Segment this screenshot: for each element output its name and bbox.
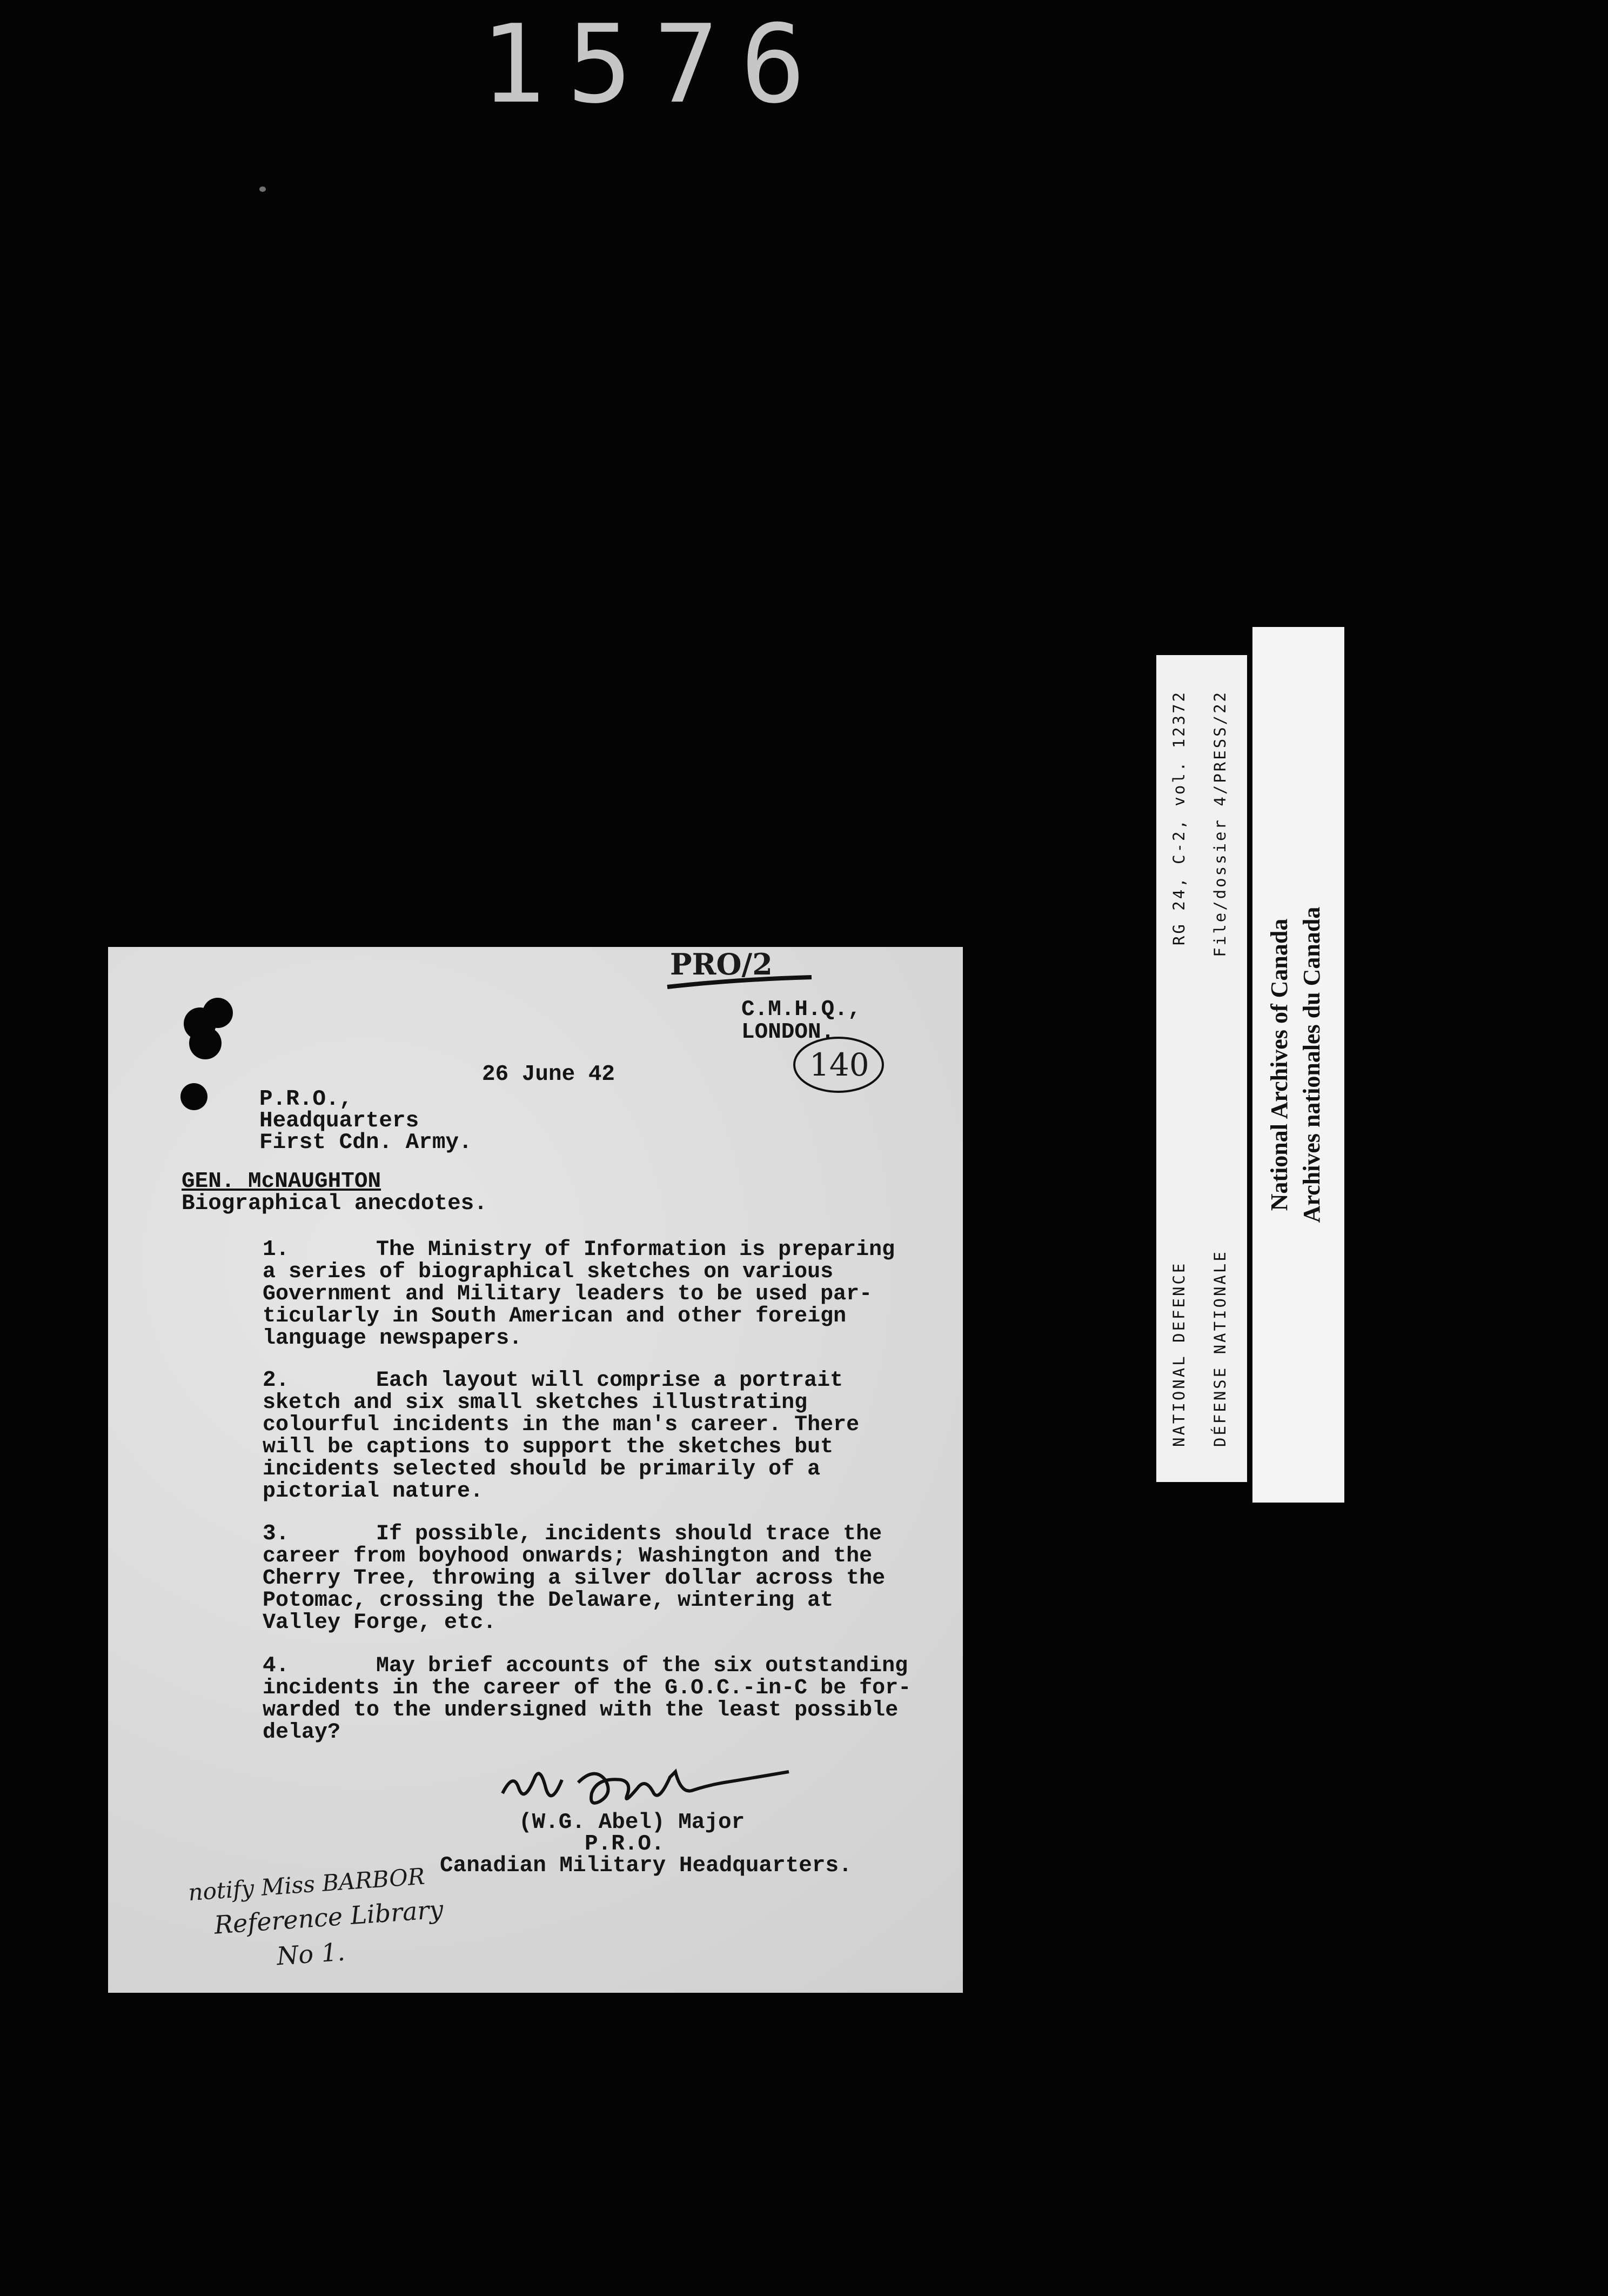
archive-reference-label [1156, 655, 1247, 1482]
archive-institution-label [1252, 627, 1344, 1503]
department-fr: DÉFENSE NATIONALE [1211, 1250, 1229, 1447]
handwritten-note-line1: notify Miss BARBOR [187, 1863, 426, 1906]
paragraph-text: The Ministry of Information is preparing a series of biographical sketches on various Government and Military leaders to be used par- ticularly in South American and other foreign language newspapers. [263, 1238, 895, 1351]
paragraph-text: If possible, incidents should trace the career from boyhood onwards; Washington and the Cherry Tree, throwing a silver dollar across the Potomac, crossing the Delaware, wintering at Valley Forge, etc. [263, 1522, 886, 1635]
archives-name-fr: Archives nationales du Canada [1298, 906, 1325, 1223]
archive-reference-line2: File/dossier 4/PRESS/22 [1211, 690, 1229, 957]
punch-hole [180, 1083, 207, 1110]
signatory-org: Canadian Military Headquarters. [440, 1853, 852, 1878]
handwritten-note-line2: Reference Library [213, 1894, 445, 1940]
archive-reference-line1: RG 24, C-2, vol. 12372 [1170, 690, 1188, 946]
paragraph-number: 2. [263, 1368, 290, 1393]
sender-line1: C.M.H.Q., [741, 997, 861, 1022]
folio-number: 140 [809, 1046, 869, 1083]
file-reference-underline [665, 975, 816, 991]
recipient-line1: P.R.O., [259, 1087, 353, 1112]
recipient-line3: First Cdn. Army. [259, 1130, 472, 1155]
frame-number: 1576 [480, 2, 827, 128]
paragraph-text: May brief accounts of the six outstanding incidents in the career of the G.O.C.-in-C be for- warded to the undersigned with the least possible delay? [263, 1654, 912, 1745]
letter-date: 26 June 42 [482, 1062, 615, 1087]
paragraph-number: 3. [263, 1521, 290, 1546]
signature [497, 1756, 800, 1815]
signatory-name: (W.G. Abel) Major [519, 1810, 745, 1835]
subject-line1: GEN. McNAUGHTON [182, 1169, 381, 1194]
archives-name-en: National Archives of Canada [1266, 918, 1292, 1211]
sender-line2: LONDON. [741, 1020, 835, 1045]
punch-hole [189, 1027, 222, 1059]
paragraph-number: 1. [263, 1237, 290, 1262]
letter-page [108, 947, 963, 1993]
paragraph-text: Each layout will comprise a portrait sketch and six small sketches illustrating colourful incidents in the man's career. There will be captions to support the sketches but incidents selected should be primarily of a pictorial nature. [263, 1369, 860, 1504]
department-en: NATIONAL DEFENCE [1170, 1261, 1188, 1447]
handwritten-note-line3: No 1. [276, 1937, 346, 1971]
recipient-line2: Headquarters [259, 1109, 419, 1133]
file-reference-handwritten: PRO/2 [670, 947, 773, 982]
subject-line2: Biographical anecdotes. [182, 1191, 487, 1216]
signatory-title: P.R.O. [585, 1832, 665, 1857]
paragraph-number: 4. [263, 1653, 290, 1678]
punch-hole [203, 998, 233, 1028]
film-speck [259, 186, 266, 192]
